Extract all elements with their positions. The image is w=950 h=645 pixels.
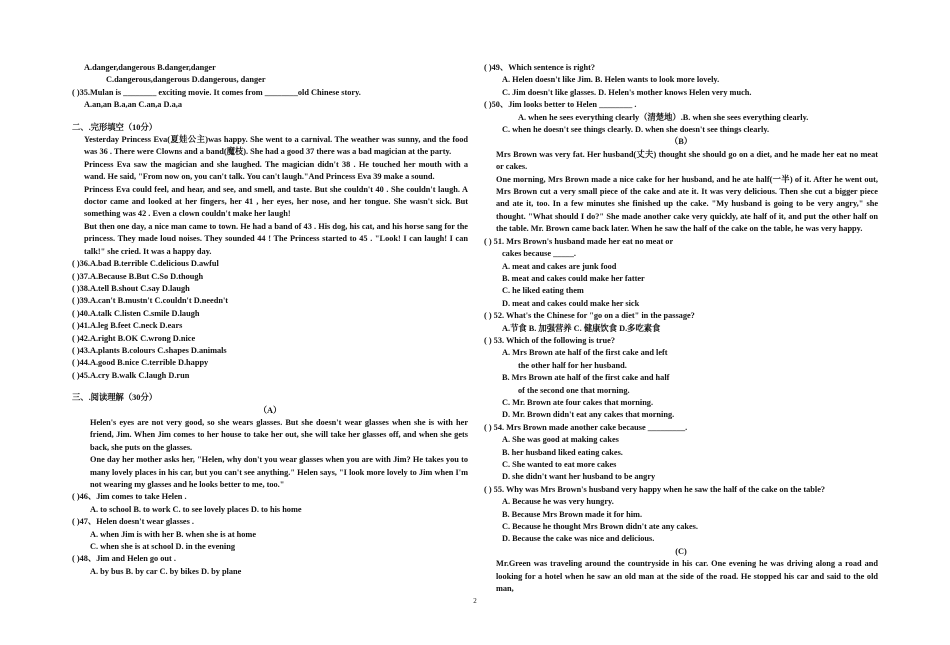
right-column <box>484 62 878 595</box>
text-line: 二、.完形填空（10分） <box>72 122 158 132</box>
text-line: ( )50、Jim looks better to Helen ________ . <box>484 100 637 110</box>
paragraph: Princess Eva saw the magician and she laughed. The magician didn't 38 . He touched her mouth with a wand. He said, "From now on, you can't talk. You can't laugh."And Princess Eva 39 make a sound. <box>84 159 468 182</box>
text-line: A. She was good at making cakes <box>502 435 619 445</box>
paragraph: One morning, Mrs Brown made a nice cake for her husband, and he ate half(一半) of it. After he went out, Mrs Brown cut a very small piece of the cake and ate it. It was very delicious. Then she cut a bigger piece and ate it, too. In a few minutes she finished up the cake. "My husband is going to be very angry," she thought. "What should I do?" She made another cake very quickly, ate half of it, and put the other half on the table. Mr. Brown came back later. When he saw the half of the cake on the table, he was very happy. <box>496 174 878 234</box>
text-line: ( ) 55. Why was Mrs Brown's husband very happy when he saw the half of the cake on the table? <box>484 484 826 494</box>
text-line: ( ) 52. What's the Chinese for "go on a diet" in the passage? <box>484 311 695 321</box>
text-line: C. Mr. Brown ate four cakes that morning. <box>502 397 654 407</box>
text-line: ( ) 54. Mrs Brown made another cake because _________. <box>484 422 688 432</box>
text-line: B. her husband liked eating cakes. <box>502 447 623 457</box>
paragraph: Helen's eyes are not very good, so she wears glasses. But she doesn't wear glasses when she is with her friend, Jim. When Jim comes to her house to take her out, she will take her glasses off, and when she gets back, she puts on the glasses. <box>90 417 468 452</box>
text-line: ( ) 53. Which of the following is true? <box>484 335 615 345</box>
text-line: D. meat and cakes could make her sick <box>502 298 640 308</box>
text-line: ( )48、Jim and Helen go out . <box>72 554 176 564</box>
text-line: ( )45.A.cry B.walk C.laugh D.run <box>72 370 190 380</box>
paragraph: But then one day, a nice man came to town. He had a band of 43 . His dog, his cat, and his horse sang for the princess. They made loud noises. They sounded 44 ! The Princess started to 45 . "Look! I can laugh! I can talk!" she cried. It was a happy day. <box>84 221 468 256</box>
paragraph: One day her mother asks her, "Helen, why don't you wear glasses when you are with Jim? He takes you to many lovely places in his car, but you can't see anything." Helen says, "I look more lovely to Jim when I'm not wearing my glasses and he looks better to me, too." <box>90 455 468 489</box>
spacer <box>72 112 468 122</box>
text-line: ( )47、Helen doesn't wear glasses . <box>72 517 194 527</box>
text-line: C. Because he thought Mrs Brown didn't ate any cakes. <box>502 522 698 532</box>
text-line: A. Mrs Brown ate half of the first cake and left <box>502 348 668 358</box>
text-line: A.an,an B.a,an C.an,a D.a,a <box>84 100 182 110</box>
text-line: C. when he doesn't see things clearly. D. when she doesn't see things clearly. <box>502 125 770 135</box>
text-line: D. she didn't want her husband to be angry <box>502 472 656 482</box>
text-line: A. when he sees everything clearly（清楚地）.B. when she sees everything clearly. <box>518 112 809 122</box>
text-line: （A） <box>258 405 282 415</box>
text-line: A. by bus B. by car C. by bikes D. by plane <box>90 566 242 576</box>
text-line: B. meat and cakes could make her fatter <box>502 273 645 283</box>
text-line: （B） <box>669 137 693 147</box>
text-line: D. Because the cake was nice and delicious. <box>502 534 655 544</box>
text-line: ( )41.A.leg B.feet C.neck D.ears <box>72 321 183 331</box>
text-line: C. when she is at school D. in the evening <box>90 542 235 552</box>
text-line: A. to school B. to work C. to see lovely places D. to his home <box>90 504 302 514</box>
text-line: C. Jim doesn't like glasses. D. Helen's mother knows Helen very much. <box>502 87 752 97</box>
paragraph: Princess Eva could feel, and hear, and see, and smell, and taste. But she couldn't 40 . She couldn't laugh. A doctor came and looked at her fingers, her 41 , her eyes, her nose, and her tongue. She wasn't sick. But something was 42 . Even a clown couldn't make her laugh! <box>84 184 468 219</box>
paragraph: Yesterday Princess Eva(夏娃公主)was happy. She went to a carnival. The weather was sunny, and the food was 36 . There were Clowns and a band(魔枝). She had a good 37 there was a bad magician at the party. <box>84 135 468 157</box>
text-line: A. meat and cakes are junk food <box>502 261 617 271</box>
text-line: A.节食 B. 加强营养 C. 健康饮食 D.多吃素食 <box>502 323 661 333</box>
text-line: ( )46、Jim comes to take Helen . <box>72 492 187 502</box>
text-line: (C) <box>675 546 687 556</box>
text-line: ( )38.A.tell B.shout C.say D.laugh <box>72 283 190 293</box>
text-line: ( )36.A.bad B.terrible C.delicious D.awful <box>72 259 219 269</box>
text-line: A. when Jim is with her B. when she is at home <box>90 529 257 539</box>
text-line: A. Because he was very hungry. <box>502 497 614 507</box>
text-line: ( )35.Mulan is ________ exciting movie. It comes from ________old Chinese story. <box>72 87 361 97</box>
text-line: D. Mr. Brown didn't eat any cakes that morning. <box>502 410 675 420</box>
paragraph: Mr.Green was traveling around the countryside in his car. One evening he was driving along a road and looking for a hotel when he saw an old man at the side of the road. He stopped his car and said to the old man, <box>496 559 878 594</box>
text-line: cakes because _____. <box>502 249 576 259</box>
text-line: ( )40.A.talk C.listen C.smile D.laugh <box>72 308 200 318</box>
text-line: B. Because Mrs Brown made it for him. <box>502 509 643 519</box>
text-line: of the second one that morning. <box>518 385 630 395</box>
spacer <box>72 382 468 392</box>
text-line: C. he liked eating them <box>502 286 584 296</box>
page-number: 2 <box>473 597 477 605</box>
text-line: A. Helen doesn't like Jim. B. Helen wants to look more lovely. <box>502 75 720 85</box>
paragraph: Mrs Brown was very fat. Her husband(丈夫) thought she should go on a diet, and he made her eat no meat or cakes. <box>496 149 878 172</box>
text-line: ( )43.A.plants B.colours C.shapes D.animals <box>72 345 227 355</box>
left-column <box>72 62 468 578</box>
text-line: ( )44.A.good B.nice C.terrible D.happy <box>72 358 209 368</box>
text-line: B. Mrs Brown ate half of the first cake and half <box>502 373 670 383</box>
text-line: ( )42.A.right B.OK C.wrong D.nice <box>72 333 196 343</box>
text-line: A.danger,dangerous B.danger,danger <box>84 63 216 72</box>
text-line: ( )37.A.Because B.But C.So D.though <box>72 271 204 281</box>
text-line: 三、.阅读理解（30分） <box>72 393 158 403</box>
text-line: ( ) 51. Mrs Brown's husband made her eat no meat or <box>484 236 674 246</box>
text-line: C.dangerous,dangerous D.dangerous, danger <box>106 75 266 85</box>
text-line: ( )49、Which sentence is right? <box>484 63 596 72</box>
text-line: the other half for her husband. <box>518 360 627 370</box>
text-line: ( )39.A.can't B.mustn't C.couldn't D.needn't <box>72 296 229 306</box>
text-line: C. She wanted to eat more cakes <box>502 460 617 469</box>
